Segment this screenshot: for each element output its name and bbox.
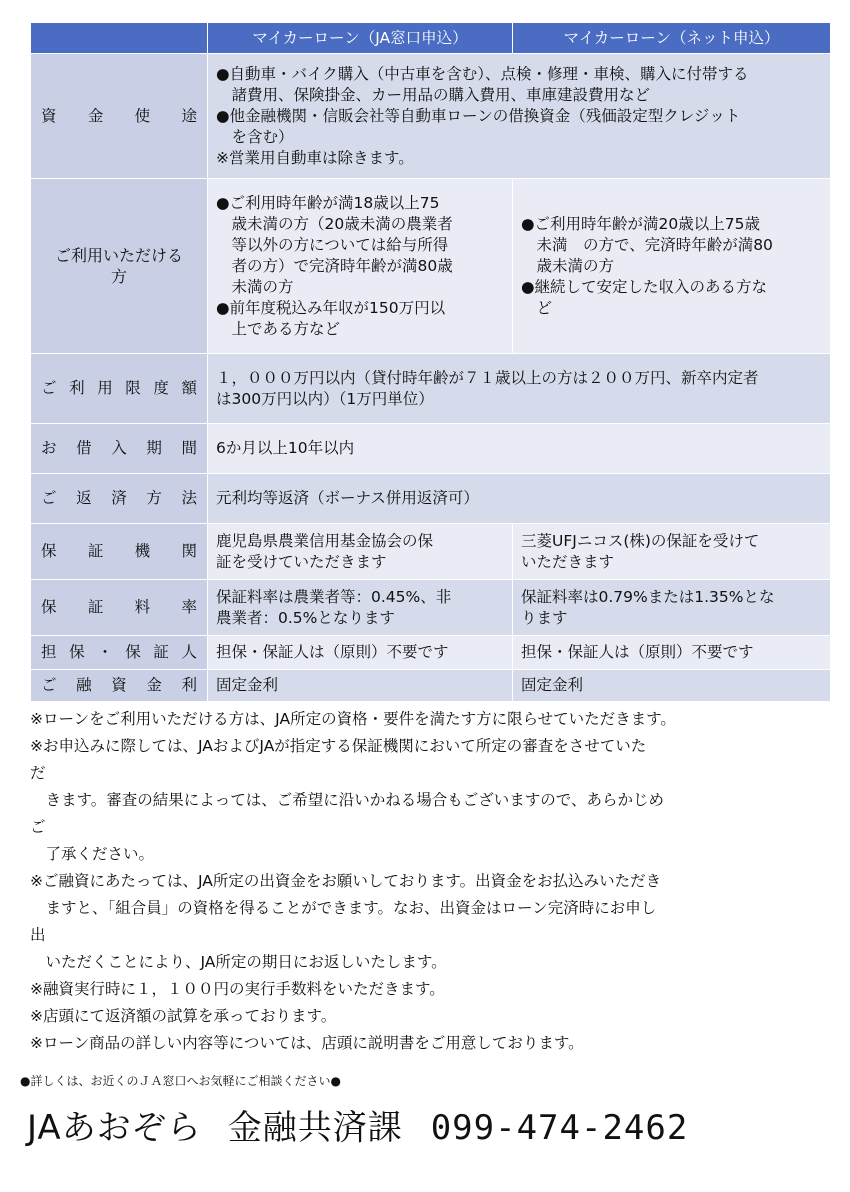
fee-ja-line: 保証料率は農業者等：0.45%、非 <box>216 587 452 606</box>
contact-line <box>27 1100 688 1149</box>
row-label-eligible: ご利用いただける 方 <box>31 179 208 354</box>
note-line: ※ご融資にあたっては、JA所定の出資金をお願いしております。出資金をお払込みいただき <box>30 872 662 890</box>
header-ja-counter: マイカーローン（JA窓口申込） <box>208 23 513 54</box>
guarantor-net <box>513 524 831 580</box>
table-header-row <box>31 23 831 54</box>
row-limit <box>31 354 831 424</box>
org-name: JAあおぞら <box>27 1108 202 1148</box>
fee-net <box>513 580 831 636</box>
row-purpose <box>31 54 831 179</box>
row-label-term: お借入期間 <box>31 424 208 474</box>
fee-net-line: 保証料率は0.79%または1.35%とな <box>521 587 775 606</box>
row-guarantor <box>31 524 831 580</box>
eligible-ja-line: 等以外の方については給与所得 <box>216 235 449 254</box>
row-rate <box>31 670 831 702</box>
note-line: きます。審査の結果によっては、ご希望に沿いかねる場合もございますので、あらかじめ <box>30 791 664 809</box>
term-value: 6か月以上10年以内 <box>208 424 831 474</box>
note-line: だ <box>30 764 46 782</box>
note-line: ※お申込みに際しては、JAおよびJAが指定する保証機関において所定の審査をさせていた <box>30 737 647 755</box>
row-fee <box>31 580 831 636</box>
guarantor-net-line: 三菱UFJニコス(株)の保証を受けて <box>521 531 760 550</box>
purpose-line: ●自動車・バイク購入（中古車を含む）、点検・修理・車検、購入に付帯する <box>216 64 749 83</box>
note-line: 出 <box>30 926 46 944</box>
limit-line: １，０００万円以内（貸付時年齢が７１歳以上の方は２００万円、新卒内定者 <box>216 368 759 387</box>
row-label-repay: ご返済方法 <box>31 474 208 524</box>
row-label-fee: 保証料率 <box>31 580 208 636</box>
eligible-net-line: 未満 の方で、完済時年齢が満80 <box>521 235 773 254</box>
guarantor-ja-line: 鹿児島県農業信用基金協会の保 <box>216 531 434 550</box>
phone-number: 099-474-2462 <box>430 1108 689 1148</box>
loan-table <box>30 22 831 702</box>
department-name: 金融共済課 <box>227 1108 403 1148</box>
eligible-ja-line: 歳未満の方（20歳未満の農業者 <box>216 214 453 233</box>
header-empty <box>31 23 208 54</box>
eligible-net-line: ●継続して安定した収入のある方な <box>521 277 768 296</box>
rate-net: 固定金利 <box>513 670 831 702</box>
purpose-line: ●他金融機関・信販会社等自動車ローンの借換資金（残価設定型クレジット <box>216 106 741 125</box>
purpose-text <box>208 54 831 179</box>
limit-line: は300万円以内）（1万円単位） <box>216 389 434 408</box>
eligible-net <box>513 179 831 354</box>
notes-section <box>30 706 845 1057</box>
purpose-line: 諸費用、保険掛金、カー用品の購入費用、車庫建設費用など <box>216 85 651 104</box>
rate-ja: 固定金利 <box>208 670 513 702</box>
note-line: いただくことにより、JA所定の期日にお返しいたします。 <box>30 953 447 971</box>
note-line: ※店頭にて返済額の試算を承っております。 <box>30 1007 337 1025</box>
purpose-line: ※営業用自動車は除きます。 <box>216 148 414 167</box>
note-line: ご <box>30 818 46 836</box>
row-label-rate: ご融資金利 <box>31 670 208 702</box>
row-collateral <box>31 636 831 670</box>
note-line: ※ローンをご利用いただける方は、JA所定の資格・要件を満たす方に限らせていただきます。 <box>30 710 676 728</box>
eligible-net-line: ●ご利用時年齢が満20歳以上75歳 <box>521 214 760 233</box>
guarantor-ja-line: 証を受けていただきます <box>216 552 387 571</box>
note-line: 了承ください。 <box>30 845 155 863</box>
row-eligible <box>31 179 831 354</box>
row-repay <box>31 474 831 524</box>
fee-ja <box>208 580 513 636</box>
eligible-ja-line: 未満の方 <box>216 277 294 296</box>
eligible-ja-line: ●前年度税込み年収が150万円以 <box>216 298 446 317</box>
row-label-purpose: 資金使途 <box>31 54 208 179</box>
eligible-net-line: 歳未満の方 <box>521 256 615 275</box>
row-label-limit: ご利用限度額 <box>31 354 208 424</box>
eligible-ja-line: 上である方など <box>216 319 341 338</box>
note-line: ※融資実行時に１，１００円の実行手数料をいただきます。 <box>30 980 445 998</box>
eligible-ja-line: ●ご利用時年齢が満18歳以上75 <box>216 193 440 212</box>
purpose-line: を含む） <box>216 127 294 146</box>
eligible-ja-line: 者の方）で完済時年齢が満80歳 <box>216 256 453 275</box>
note-line: ※ローン商品の詳しい内容等については、店頭に説明書をご用意しております。 <box>30 1034 584 1052</box>
eligible-net-line: ど <box>521 298 553 317</box>
guarantor-ja <box>208 524 513 580</box>
row-term <box>31 424 831 474</box>
row-label-guarantor: 保証機関 <box>31 524 208 580</box>
guarantor-net-line: いただきます <box>521 552 615 571</box>
consultation-note: ●詳しくは、お近くのＪＡ窓口へお気軽にご相談ください● <box>20 1074 341 1088</box>
header-net: マイカーローン（ネット申込） <box>513 23 831 54</box>
fee-ja-line: 農業者：0.5%となります <box>216 608 395 627</box>
eligible-ja <box>208 179 513 354</box>
fee-net-line: ります <box>521 608 568 627</box>
collateral-ja: 担保・保証人は（原則）不要です <box>208 636 513 670</box>
note-line: ますと、「組合員」の資格を得ることができます。なお、出資金はローン完済時にお申し <box>30 899 657 917</box>
repay-value: 元利均等返済（ボーナス併用返済可） <box>208 474 831 524</box>
limit-text <box>208 354 831 424</box>
collateral-net: 担保・保証人は（原則）不要です <box>513 636 831 670</box>
row-label-collateral: 担保・保証人 <box>31 636 208 670</box>
